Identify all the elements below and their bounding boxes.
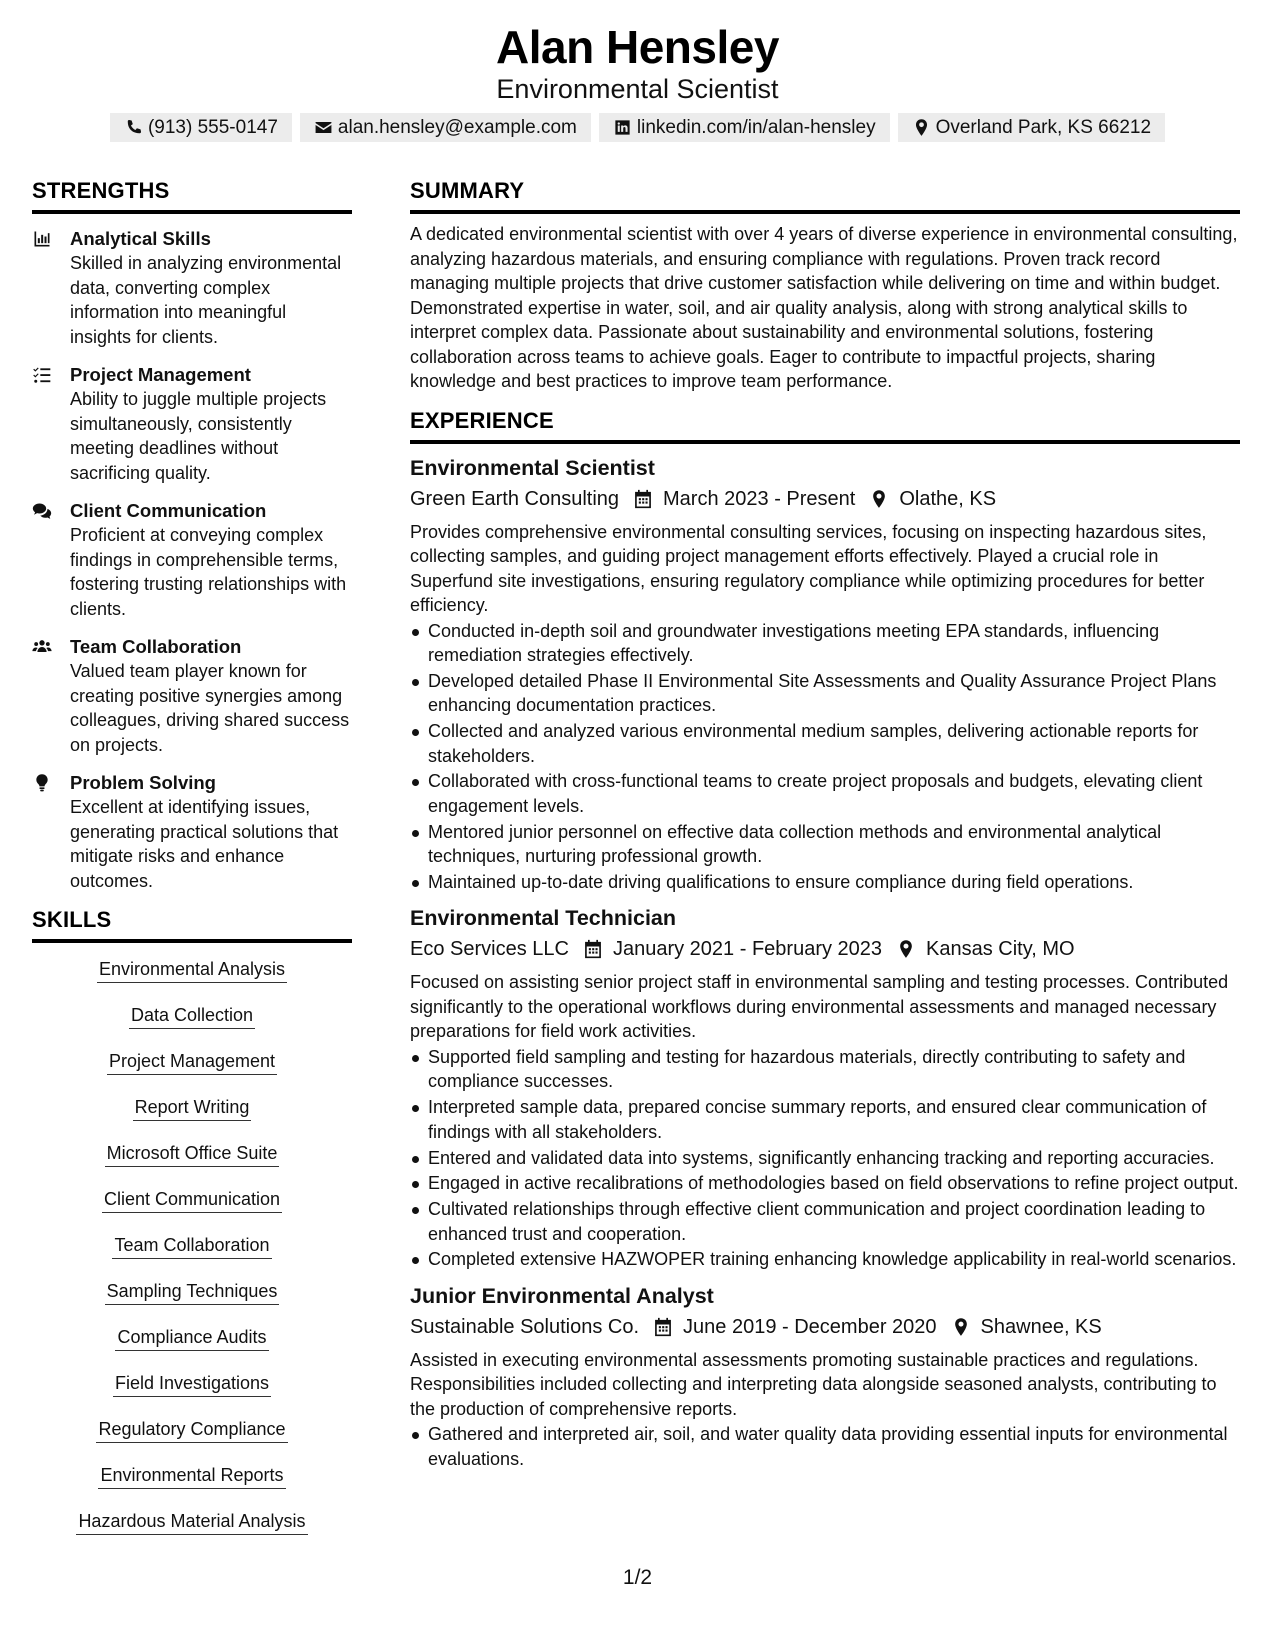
job-description: Assisted in executing environmental assessments promoting sustainable practices and regulations. Responsibilities included collecting and interpreting data alongside seasoned analysts, contributing to the production of comprehensive reports. [410, 1349, 1217, 1419]
bullet-item: Developed detailed Phase II Environmental Site Assessments and Quality Assurance Project Plans enhancing documentation practices. [410, 669, 1240, 718]
strength-item [32, 498, 352, 621]
skill-tag: Microsoft Office Suite [105, 1141, 280, 1167]
bullet-item: Conducted in-depth soil and groundwater investigations meeting EPA standards, influencing remediation strategies effectively. [410, 619, 1240, 668]
contact-linkedin[interactable] [599, 113, 890, 142]
right-column [410, 178, 1240, 1473]
calendar-icon [653, 1317, 673, 1337]
lightbulb-icon [32, 773, 52, 793]
job-location: Olathe, KS [899, 487, 997, 510]
contact-location [898, 113, 1165, 142]
bullet-item: Interpreted sample data, prepared concise summary reports, and ensured clear communication of findings with all stakeholders. [410, 1095, 1240, 1144]
company-name: Eco Services LLC [410, 938, 569, 961]
strength-desc: Proficient at conveying complex findings in comprehensible terms, fostering trusting relationships with clients. [70, 525, 347, 619]
bullet-item: Mentored junior personnel on effective data collection methods and environmental analytical techniques, nurturing professional growth. [410, 820, 1240, 869]
email-text: alan.hensley@example.com [337, 116, 577, 138]
summary-text: A dedicated environmental scientist with over 4 years of diverse experience in environmental consulting, analyzing hazardous materials, and ensuring compliance with regulations. Proven track record managing multiple projects that drive customer satisfaction while delivering on time and within budget. Demonstrated expertise in water, soil, and air quality analysis, along with strong analytical skills to interpret complex data. Passionate about sustainability and environmental solutions, fostering collaboration across teams to achieve goals. Eager to contribute to impactful projects, sharing knowledge and best practices to improve team performance. [410, 224, 1238, 391]
skills-heading: SKILLS [32, 907, 352, 943]
job-bullets [410, 1422, 1240, 1471]
job-dates: June 2019 - December 2020 [683, 1315, 937, 1338]
page-number: 1/2 [622, 1566, 653, 1589]
phone-text: (913) 555-0147 [147, 116, 278, 138]
strength-desc: Ability to juggle multiple projects simultaneously, consistently meeting deadlines without sacrificing quality. [70, 389, 327, 483]
skill-tag: Project Management [107, 1049, 277, 1075]
skill-tag: Report Writing [133, 1095, 252, 1121]
strength-title: Project Management [70, 364, 251, 385]
linkedin-icon [613, 118, 632, 137]
contact-phone [110, 113, 292, 142]
job-location: Kansas City, MO [926, 938, 1075, 961]
job-dates: January 2021 - February 2023 [612, 938, 883, 961]
linkedin-text: linkedin.com/in/alan-hensley [636, 116, 876, 138]
job-entry [410, 454, 1240, 895]
job-entry [410, 1282, 1240, 1472]
job-title: Environmental Technician [410, 906, 677, 931]
candidate-name: Alan Hensley [496, 21, 779, 73]
job-entry [410, 904, 1240, 1271]
bullet-item: Cultivated relationships through effective client communication and project coordination leading to enhanced trust and cooperation. [410, 1197, 1240, 1246]
job-description: Focused on assisting senior project staff in environmental sampling and testing processes. Contributed significantly to the operational workflows during environmental assessments and managed necessary preparations for field work activities. [410, 972, 1229, 1042]
strength-item [32, 634, 352, 757]
job-meta [410, 1312, 1240, 1342]
bullet-item: Collaborated with cross-functional teams to create project proposals and budgets, elevating client engagement levels. [410, 769, 1240, 818]
calendar-icon [633, 489, 653, 509]
bullet-item: Collected and analyzed various environmental medium samples, delivering actionable reports for stakeholders. [410, 719, 1240, 768]
strengths-heading: STRENGTHS [32, 178, 352, 214]
experience-heading: EXPERIENCE [410, 408, 1240, 444]
job-location: Shawnee, KS [980, 1315, 1102, 1338]
skill-tag: Compliance Audits [115, 1325, 268, 1351]
job-title: Junior Environmental Analyst [410, 1283, 714, 1308]
candidate-title: Environmental Scientist [496, 74, 779, 104]
map-pin-icon [896, 939, 916, 959]
skill-tag: Data Collection [129, 1003, 255, 1029]
bullet-item: Entered and validated data into systems, significantly enhancing tracking and reporting accuracies. [410, 1146, 1240, 1171]
job-bullets [410, 1045, 1240, 1272]
comments-icon [32, 501, 52, 521]
strength-title: Problem Solving [70, 772, 216, 793]
bullet-item: Completed extensive HAZWOPER training enhancing knowledge applicability in real-world scenarios. [410, 1247, 1240, 1272]
envelope-icon [314, 118, 333, 137]
map-pin-icon [869, 489, 889, 509]
skill-tag: Regulatory Compliance [96, 1417, 287, 1443]
map-pin-icon [951, 1317, 971, 1337]
strength-desc: Valued team player known for creating positive synergies among colleagues, driving shared success on projects. [70, 661, 350, 755]
summary-heading: SUMMARY [410, 178, 1240, 214]
skill-tag: Client Communication [102, 1187, 282, 1213]
job-dates: March 2023 - Present [663, 487, 856, 510]
strength-desc: Excellent at identifying issues, generating practical solutions that mitigate risks and enhance outcomes. [70, 797, 339, 891]
bullet-item: Maintained up-to-date driving qualifications to ensure compliance during field operations. [410, 870, 1240, 895]
job-bullets [410, 619, 1240, 895]
company-name: Sustainable Solutions Co. [410, 1315, 640, 1338]
skill-tag: Field Investigations [113, 1371, 271, 1397]
skill-tag: Sampling Techniques [105, 1279, 280, 1305]
job-title: Environmental Scientist [410, 455, 655, 480]
strength-title: Team Collaboration [70, 636, 242, 657]
bar-chart-icon [32, 229, 52, 249]
contact-email[interactable] [300, 113, 591, 142]
job-description: Provides comprehensive environmental consulting services, focusing on inspecting hazardous sites, collecting samples, and guiding project management efforts effectively. Played a crucial role in Superfund site investigations, ensuring regulatory compliance while optimizing procedures for better efficiency. [410, 521, 1207, 615]
task-list-icon [32, 365, 52, 385]
users-icon [32, 637, 52, 657]
skills-list [32, 957, 352, 1555]
strength-item [32, 770, 352, 893]
map-pin-icon [912, 118, 931, 137]
company-name: Green Earth Consulting [410, 487, 620, 510]
bullet-item: Supported field sampling and testing for hazardous materials, directly contributing to safety and compliance successes. [410, 1045, 1240, 1094]
skill-tag: Environmental Analysis [97, 957, 287, 983]
job-meta [410, 934, 1240, 964]
bullet-item: Engaged in active recalibrations of methodologies based on field observations to refine project output. [410, 1171, 1240, 1196]
skill-tag: Environmental Reports [98, 1463, 285, 1489]
strength-desc: Skilled in analyzing environmental data, converting complex information into meaningful insights for clients. [70, 253, 342, 347]
calendar-icon [583, 939, 603, 959]
strength-item [32, 226, 352, 349]
location-text: Overland Park, KS 66212 [935, 116, 1152, 138]
phone-icon [124, 118, 143, 137]
skill-tag: Team Collaboration [112, 1233, 271, 1259]
skill-tag: Hazardous Material Analysis [76, 1509, 307, 1535]
strength-title: Client Communication [70, 500, 267, 521]
job-meta [410, 484, 1240, 514]
strengths-list [32, 226, 352, 893]
strength-title: Analytical Skills [70, 228, 211, 249]
strength-item [32, 362, 352, 485]
bullet-item: Gathered and interpreted air, soil, and water quality data providing essential inputs for environmental evaluations. [410, 1422, 1240, 1471]
contact-bar [0, 113, 1275, 142]
left-column [32, 178, 352, 1555]
